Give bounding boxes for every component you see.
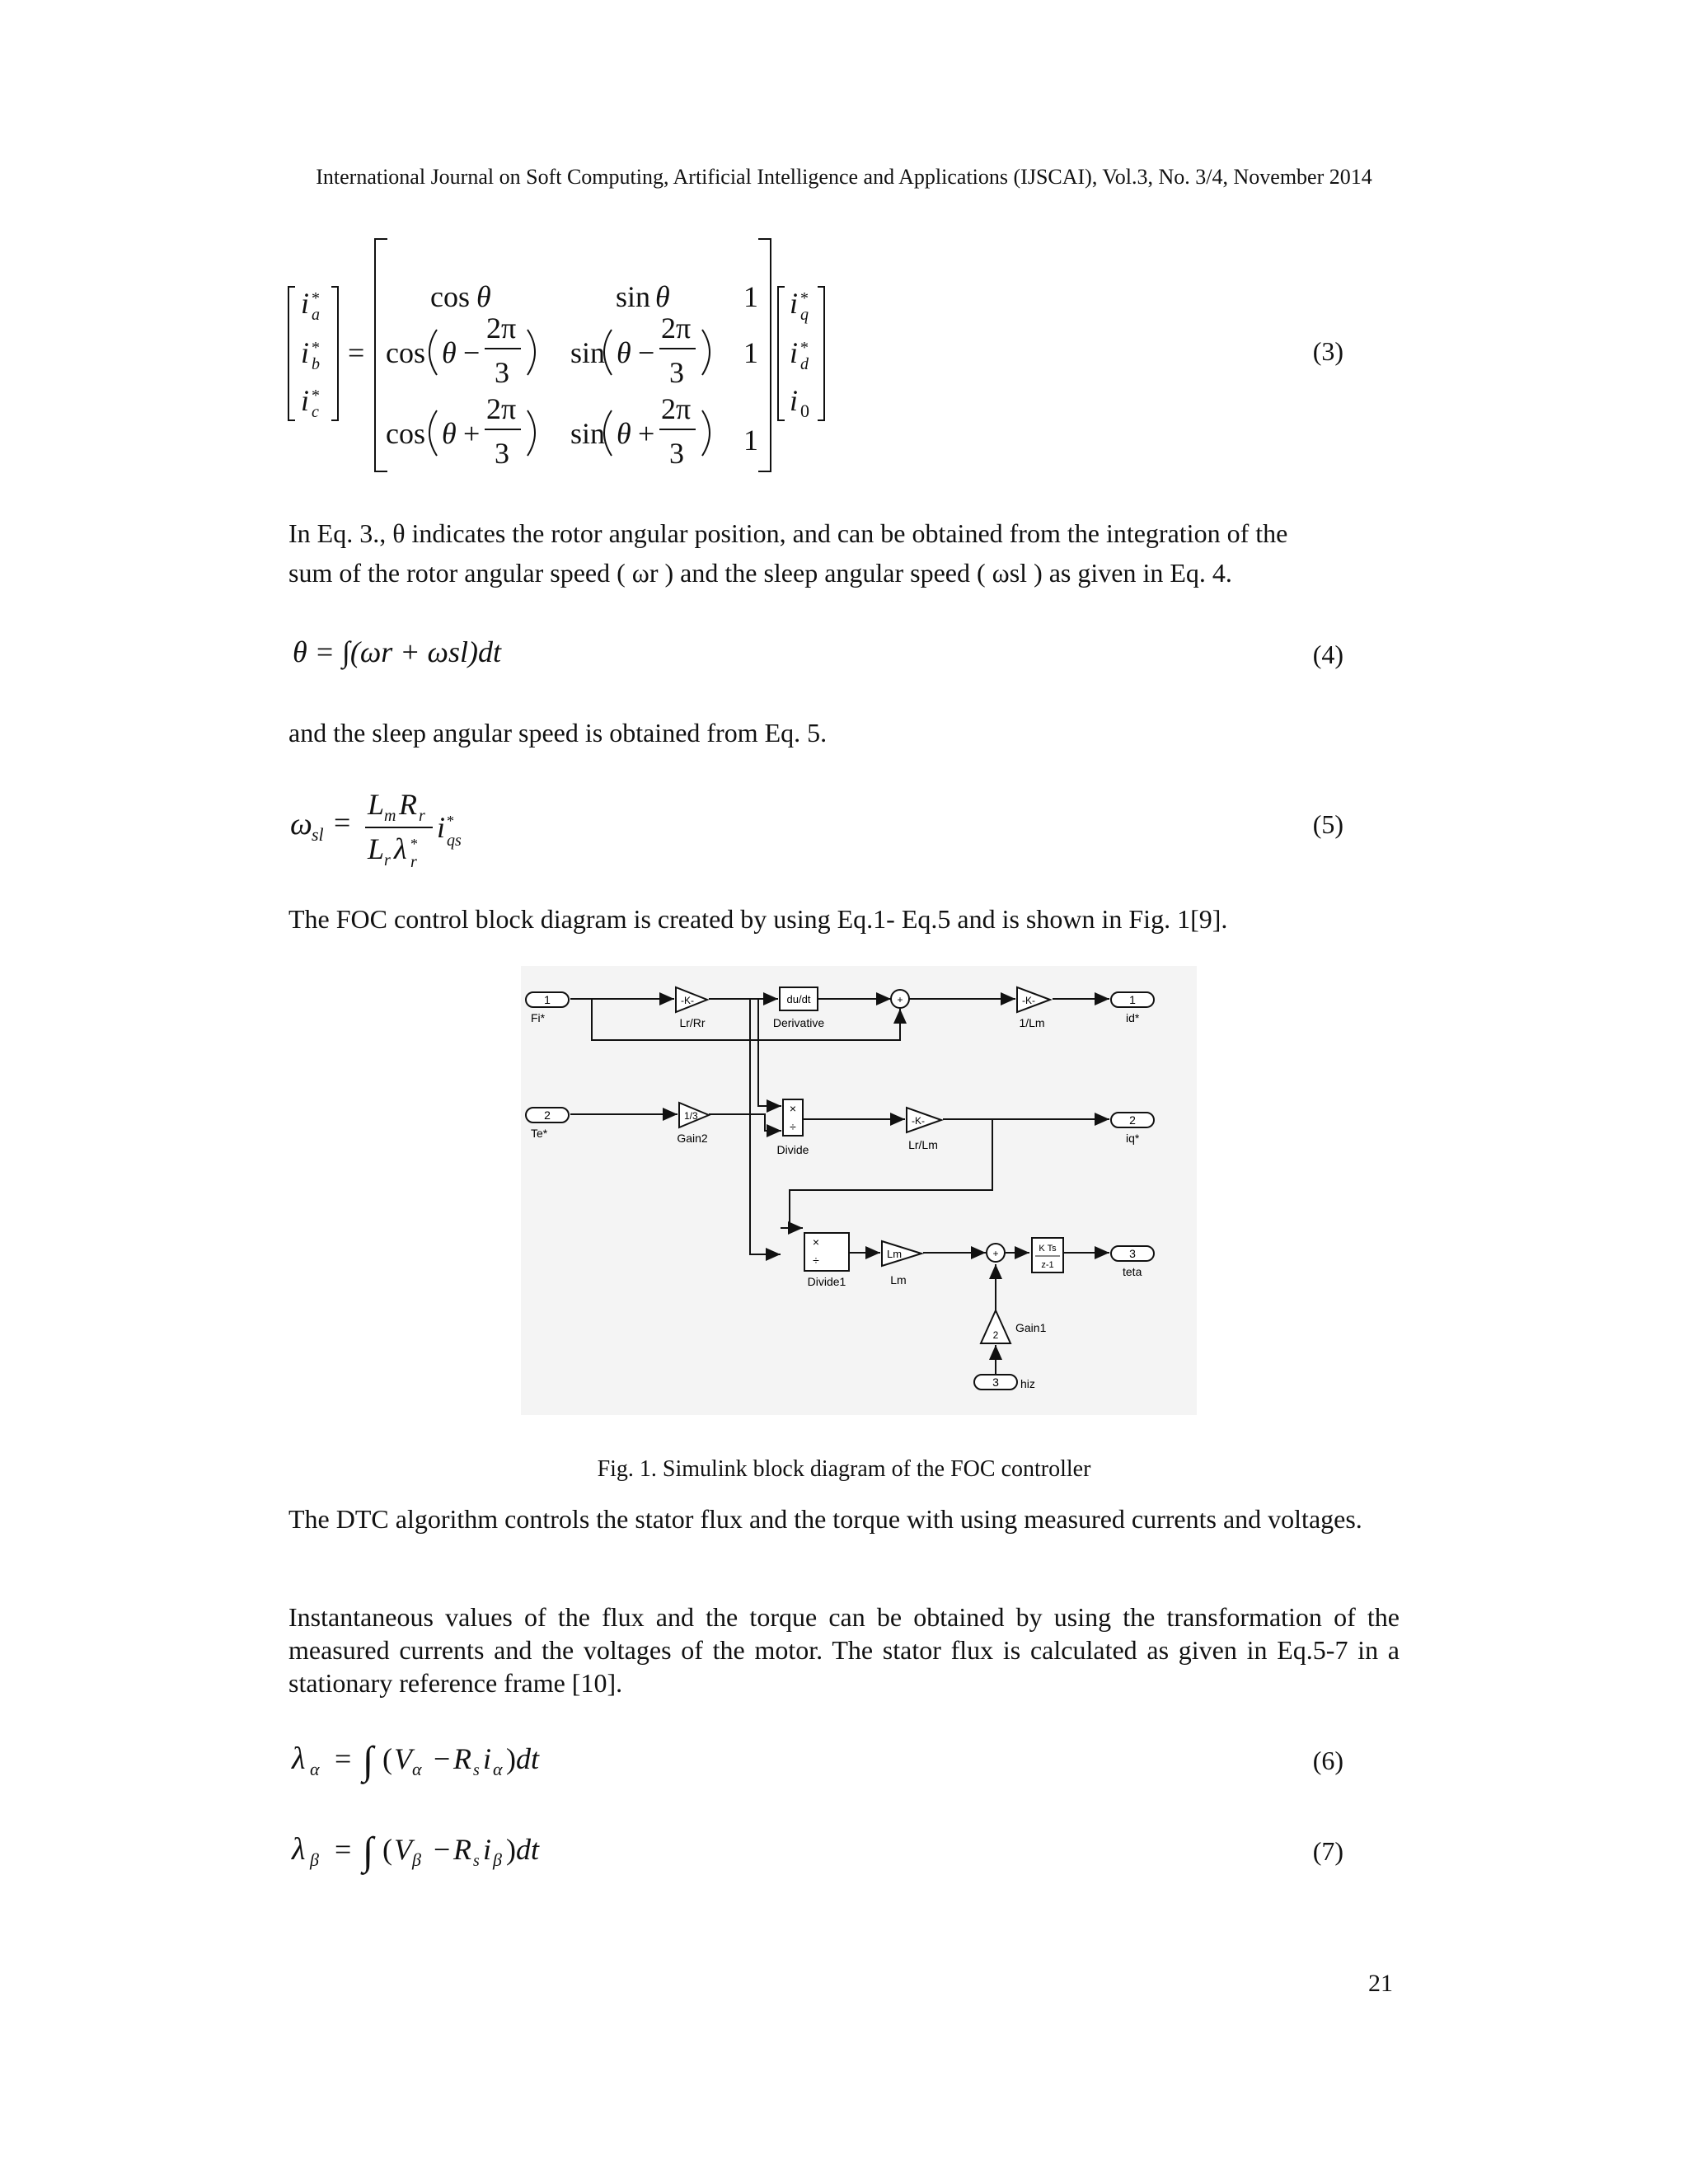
svg-text:2: 2	[544, 1108, 551, 1122]
equation-6	[288, 1731, 552, 1788]
svg-text:Lm: Lm	[887, 1248, 903, 1260]
svg-text:α: α	[412, 1759, 422, 1779]
equation-4: θ = ∫(ωr + ωsl)dt	[293, 635, 501, 668]
svg-text:3: 3	[669, 437, 684, 470]
svg-text:Derivative: Derivative	[772, 1016, 825, 1029]
svg-text:r: r	[419, 807, 425, 825]
inport-te	[526, 1108, 569, 1140]
svg-text:V: V	[394, 1833, 412, 1866]
svg-text:i: i	[790, 384, 799, 417]
paragraph-4: The DTC algorithm controls the stator flux and the torque with using measured currents and voltages.	[288, 1504, 1362, 1534]
eq6-number: (6)	[1312, 1746, 1343, 1775]
svg-text:3: 3	[495, 356, 509, 389]
svg-text:V: V	[394, 1742, 412, 1775]
paragraph-1-line-1: In Eq. 3., θ indicates the rotor angular position, and can be obtained from the integration of the	[288, 518, 1288, 548]
gain-1	[981, 1310, 1047, 1343]
inport-hiz	[974, 1375, 1035, 1390]
svg-text:λ: λ	[394, 832, 407, 865]
svg-text:i: i	[301, 336, 310, 369]
svg-text:+: +	[897, 994, 903, 1005]
svg-text:z-1: z-1	[1041, 1260, 1054, 1270]
outport-teta	[1111, 1246, 1154, 1278]
svg-text:λ: λ	[292, 1832, 306, 1867]
svg-text:=: =	[335, 1742, 352, 1775]
svg-text:R: R	[399, 788, 417, 821]
gain-lr-lm	[907, 1108, 941, 1151]
svg-text:1: 1	[743, 280, 758, 313]
svg-text:Fi*: Fi*	[531, 1011, 546, 1024]
svg-text:×: ×	[789, 1102, 797, 1115]
svg-text:−: −	[434, 1833, 451, 1866]
svg-text:r: r	[410, 853, 417, 871]
svg-text:sl: sl	[312, 824, 324, 845]
paragraph-1	[288, 517, 1400, 589]
svg-text:i: i	[790, 336, 799, 369]
svg-text:Te*: Te*	[531, 1127, 548, 1140]
svg-text:i: i	[437, 811, 446, 844]
svg-text:θ: θ	[617, 336, 631, 369]
paragraph-5: Instantaneous values of the flux and the torque can be obtained by using the transformation of the measured currents and the voltages of the motor. The stator flux is calculated as given in Eq.5-7 in a stationary reference frame [10].	[288, 1602, 1400, 1698]
svg-text:3: 3	[495, 437, 509, 470]
divide-1-block	[804, 1233, 849, 1288]
svg-text:−: −	[434, 1742, 451, 1775]
svg-text:d: d	[800, 355, 809, 373]
svg-text:3: 3	[669, 356, 684, 389]
svg-text:*: *	[447, 813, 454, 829]
svg-text:+: +	[463, 417, 481, 450]
svg-text:R: R	[453, 1833, 471, 1866]
svg-text:dt: dt	[516, 1742, 540, 1775]
svg-text:r: r	[384, 851, 391, 869]
eq4-number: (4)	[1312, 640, 1343, 669]
svg-text:×: ×	[812, 1235, 820, 1249]
svg-text:a: a	[312, 306, 320, 324]
svg-text:): )	[506, 1742, 516, 1775]
svg-text:3: 3	[992, 1376, 999, 1389]
journal-header: International Journal on Soft Computing, Artificial Intelligence and Applications (IJSCAI), Vol.3, No. 3/4, November 2014	[316, 165, 1372, 189]
svg-text:*: *	[800, 289, 809, 307]
svg-text:1: 1	[1129, 993, 1136, 1006]
page-number: 21	[1368, 1970, 1393, 1997]
svg-text:2: 2	[1129, 1113, 1136, 1127]
svg-text:1/Lm: 1/Lm	[1019, 1016, 1045, 1029]
svg-text:2π: 2π	[661, 392, 692, 425]
svg-text:c: c	[312, 403, 319, 421]
figure-1-caption: Fig. 1. Simulink block diagram of the FOC controller	[597, 1456, 1091, 1482]
svg-text:+: +	[992, 1248, 999, 1259]
svg-text:*: *	[312, 339, 320, 357]
eq3-number: (3)	[1312, 336, 1343, 366]
gain-1-lm	[1017, 987, 1050, 1029]
svg-text:1: 1	[544, 993, 551, 1006]
svg-text:L: L	[368, 832, 385, 865]
svg-text:R: R	[453, 1742, 471, 1775]
svg-text:hiz: hiz	[1020, 1377, 1035, 1390]
paragraph-2: and the sleep angular speed is obtained from Eq. 5.	[288, 718, 828, 748]
svg-text:L: L	[368, 788, 385, 821]
inport-fi	[526, 992, 569, 1024]
svg-text:id*: id*	[1126, 1011, 1140, 1024]
svg-text:∫: ∫	[363, 1830, 374, 1873]
svg-text:qs: qs	[447, 832, 462, 850]
svg-text:θ: θ	[476, 280, 491, 313]
gain-lm	[882, 1241, 921, 1286]
svg-text:α: α	[310, 1759, 320, 1779]
svg-text:q: q	[800, 306, 809, 324]
svg-text:i: i	[301, 287, 310, 320]
svg-text:0: 0	[800, 401, 809, 421]
svg-text:1/3: 1/3	[684, 1110, 698, 1122]
svg-text:=: =	[348, 336, 365, 369]
svg-text:Lm: Lm	[890, 1273, 907, 1286]
derivative-block	[773, 987, 824, 1029]
gain-2	[677, 1103, 709, 1145]
sum-block-1	[891, 990, 909, 1008]
svg-text:ω: ω	[290, 807, 312, 841]
svg-text:β: β	[310, 1849, 319, 1870]
svg-text:1: 1	[743, 336, 758, 369]
paragraph-3: The FOC control block diagram is created by using Eq.1- Eq.5 and is shown in Fig. 1[9].	[288, 904, 1228, 934]
svg-text:s: s	[473, 1761, 480, 1779]
svg-text:∫: ∫	[363, 1739, 374, 1783]
discrete-integrator	[1032, 1238, 1063, 1272]
svg-text:m: m	[384, 807, 396, 825]
svg-text:Gain2: Gain2	[677, 1132, 708, 1145]
svg-text:=: =	[335, 1833, 352, 1866]
svg-text:(: (	[382, 1833, 392, 1866]
svg-text:iq*: iq*	[1126, 1132, 1140, 1145]
svg-text:sin: sin	[616, 280, 651, 313]
svg-text:K Ts: K Ts	[1039, 1244, 1057, 1254]
svg-text:*: *	[800, 339, 809, 357]
svg-text:÷: ÷	[813, 1254, 819, 1267]
svg-text:α: α	[493, 1759, 503, 1779]
svg-text:θ: θ	[655, 280, 670, 313]
eq7-number: (7)	[1312, 1836, 1343, 1866]
svg-text:=: =	[334, 806, 351, 839]
equation-7	[288, 1821, 552, 1879]
svg-text:Divide: Divide	[776, 1143, 809, 1156]
svg-text:2π: 2π	[661, 312, 692, 344]
outport-iq	[1111, 1113, 1154, 1145]
svg-text:(: (	[382, 1742, 392, 1775]
svg-text:du/dt: du/dt	[786, 993, 811, 1005]
svg-text:i: i	[483, 1833, 492, 1866]
gain-lr-rr	[676, 987, 707, 1029]
svg-text:θ: θ	[442, 336, 457, 369]
svg-text:β: β	[412, 1849, 421, 1870]
svg-text:dt: dt	[516, 1833, 540, 1866]
svg-text:λ: λ	[292, 1741, 306, 1776]
equation-3	[280, 231, 857, 486]
svg-text:−: −	[638, 336, 655, 369]
svg-text:-K-: -K-	[912, 1115, 925, 1127]
svg-text:Divide1: Divide1	[807, 1275, 846, 1288]
svg-text:−: −	[463, 336, 481, 369]
outport-id	[1111, 992, 1154, 1024]
svg-text:cos: cos	[430, 280, 470, 313]
svg-text:θ: θ	[617, 417, 631, 450]
svg-text:Gain1: Gain1	[1015, 1321, 1047, 1334]
svg-text:i: i	[790, 287, 799, 320]
svg-text:1: 1	[743, 424, 758, 457]
svg-text:i: i	[483, 1742, 492, 1775]
svg-text:2π: 2π	[486, 392, 517, 425]
svg-text:b: b	[312, 355, 320, 373]
sum-block-2	[987, 1244, 1005, 1262]
divide-block	[777, 1099, 809, 1156]
figure-1-block-diagram	[521, 966, 1197, 1415]
svg-text:θ: θ	[442, 417, 457, 450]
eq5-number: (5)	[1312, 809, 1343, 839]
svg-text:teta: teta	[1123, 1265, 1142, 1278]
svg-text:cos: cos	[386, 336, 425, 369]
svg-text:β: β	[493, 1849, 502, 1870]
svg-text:+: +	[638, 417, 655, 450]
svg-text:÷: ÷	[790, 1120, 796, 1133]
svg-text:*: *	[410, 836, 418, 852]
equation-5	[288, 783, 503, 874]
svg-text:Lr/Lm: Lr/Lm	[908, 1138, 938, 1151]
svg-text:sin: sin	[570, 417, 606, 450]
svg-text:sin: sin	[570, 336, 606, 369]
svg-text:s: s	[473, 1852, 480, 1870]
svg-text:2: 2	[992, 1329, 999, 1341]
svg-text:i: i	[301, 384, 310, 417]
svg-text:2π: 2π	[486, 312, 517, 344]
svg-text:-K-: -K-	[1022, 995, 1035, 1006]
svg-text:): )	[506, 1833, 516, 1866]
svg-text:cos: cos	[386, 417, 425, 450]
svg-text:Lr/Rr: Lr/Rr	[679, 1016, 706, 1029]
svg-text:-K-: -K-	[681, 995, 694, 1006]
svg-text:3: 3	[1129, 1247, 1136, 1260]
svg-text:*: *	[312, 289, 320, 307]
paragraph-1-line-2: sum of the rotor angular speed ( ωr ) and the sleep angular speed ( ωsl ) as given in Eq. 4.	[288, 558, 1232, 588]
svg-text:*: *	[312, 387, 320, 405]
